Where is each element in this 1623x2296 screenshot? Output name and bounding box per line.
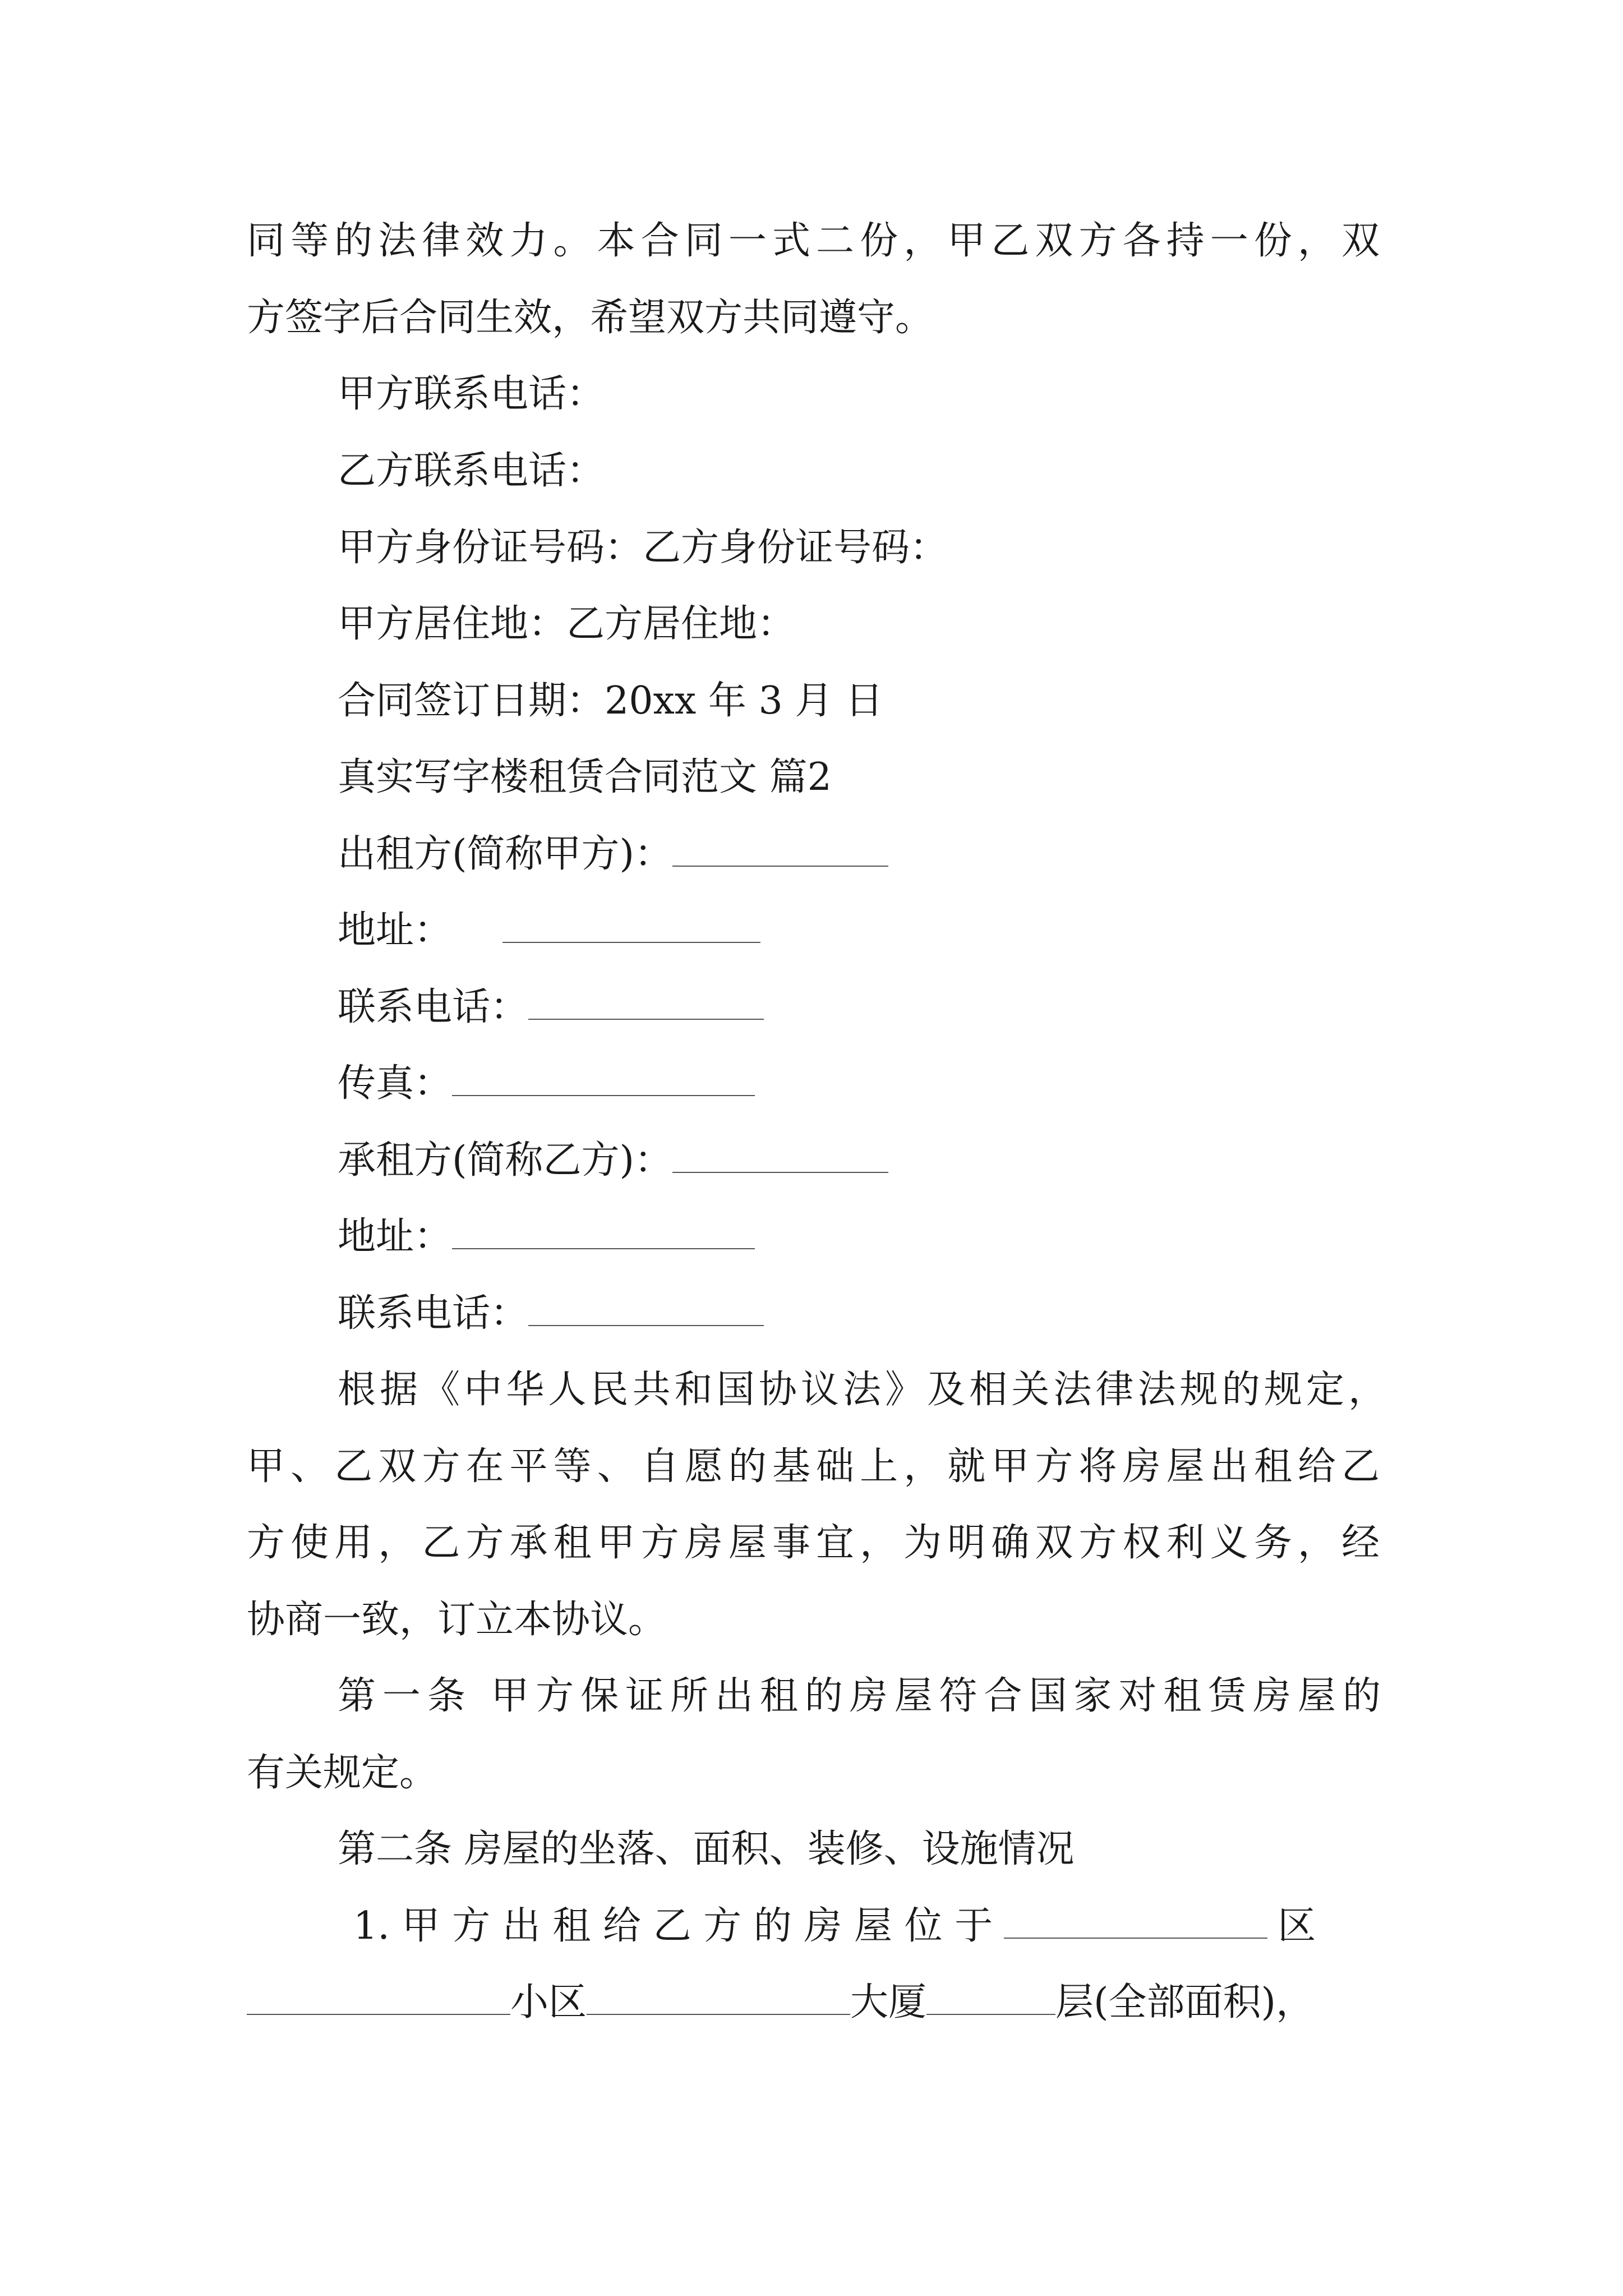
paragraph-line: 方使用，乙方承租甲方房屋事宜，为明确双方权利义务，经 — [247, 1521, 1380, 1565]
paragraph-line: 同等的法律效力。本合同一式二份，甲乙双方各持一份，双 — [247, 219, 1380, 263]
lessor-address-blank — [502, 910, 760, 943]
lessor-field — [338, 829, 888, 880]
community-name-blank — [247, 1982, 510, 2015]
floor-blank — [926, 1982, 1055, 2015]
building-label: 大厦 — [850, 1980, 927, 2024]
lessee-field — [338, 1135, 888, 1186]
building-name-blank — [587, 1982, 850, 2015]
lessor-fax-blank — [452, 1064, 755, 1096]
lessee-phone-label: 联系电话： — [338, 1291, 529, 1336]
lessor-address-label: 地址： — [338, 908, 453, 953]
lessee-phone-blank — [528, 1294, 764, 1326]
section-title: 真实写字楼租赁合同范文 篇2 — [338, 755, 832, 799]
lessor-fax-field — [338, 1059, 755, 1109]
lessor-blank — [672, 834, 888, 867]
lessee-label: 承租方(简称乙方)： — [338, 1138, 673, 1182]
article-1-line: 第一条 甲方保证所出租的房屋符合国家对租赁房屋的 — [338, 1674, 1381, 1718]
lessor-phone-blank — [528, 987, 764, 1020]
lessor-phone-field — [338, 982, 764, 1033]
item-1-prefix: 1. 甲 方 出 租 给 乙 方 的 房 屋 位 于 — [353, 1904, 993, 1948]
item-1-line — [247, 1977, 1314, 2028]
district-label: 区 — [1278, 1904, 1316, 1948]
lessee-address-label: 地址： — [338, 1214, 453, 1259]
lessor-label: 出租方(简称甲方)： — [338, 832, 673, 876]
paragraph-line: 方签字后合同生效，希望双方共同遵守。 — [247, 296, 934, 340]
floor-label: 层(全部面积)， — [1055, 1980, 1315, 2024]
party-b-phone: 乙方联系电话： — [338, 449, 605, 493]
paragraph-line: 协商一致，订立本协议。 — [247, 1598, 667, 1642]
party-a-phone: 甲方联系电话： — [338, 372, 605, 416]
lessor-phone-label: 联系电话： — [338, 985, 529, 1029]
lessor-address-field — [338, 905, 760, 956]
paragraph-line: 根据《中华人民共和国协议法》及相关法律法规的规定， — [338, 1368, 1386, 1412]
community-label: 小区 — [510, 1980, 587, 2024]
lessee-blank — [672, 1140, 888, 1173]
lessee-address-blank — [452, 1217, 755, 1249]
item-1-line — [353, 1901, 1316, 1952]
id-numbers: 甲方身份证号码：乙方身份证号码： — [338, 526, 948, 570]
lessor-fax-label: 传真： — [338, 1061, 453, 1106]
sign-date: 合同签订日期：20xx 年 3 月 日 — [338, 679, 883, 723]
paragraph-line: 甲、乙双方在平等、自愿的基础上，就甲方将房屋出租给乙 — [247, 1444, 1380, 1489]
article-2-title: 第二条 房屋的坐落、面积、装修、设施情况 — [338, 1827, 1075, 1871]
district-blank — [1004, 1906, 1267, 1939]
article-1-line: 有关规定。 — [247, 1751, 438, 1795]
lessee-phone-field — [338, 1289, 764, 1339]
lessee-address-field — [338, 1212, 755, 1262]
residences: 甲方居住地：乙方居住地： — [338, 602, 796, 646]
